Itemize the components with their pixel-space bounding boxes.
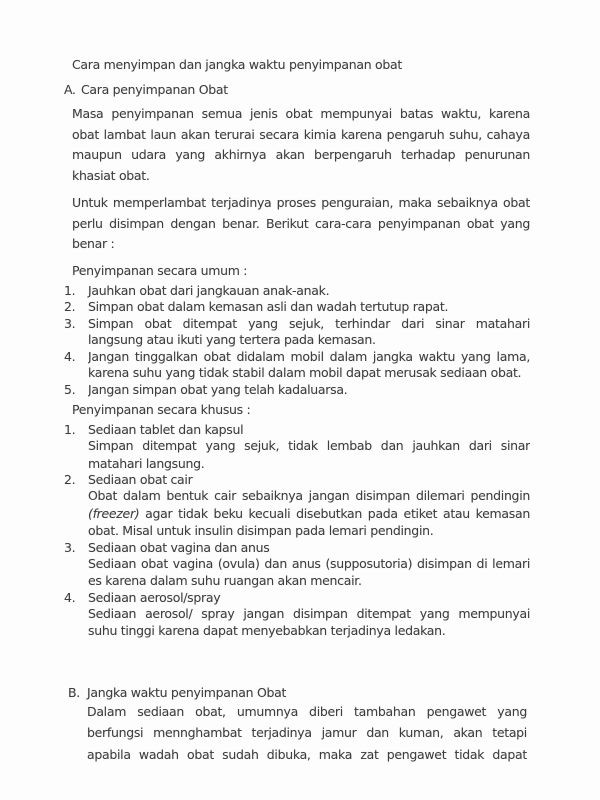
paragraph-preservative [87, 701, 527, 766]
item-line: Simpan obat dalam kemasan asli dan wadah tertutup rapat. [88, 299, 449, 314]
item-line: Simpan obat ditempat yang sejuk, terhindar dari sinar matahari [88, 315, 530, 331]
item-line: Jangan simpan obat yang telah kadaluarsa. [88, 381, 348, 397]
item-line: Jauhkan obat dari jangkauan anak-anak. [88, 282, 330, 298]
section-b-label: B. [68, 684, 80, 700]
item-content [88, 590, 530, 640]
item-text [88, 283, 530, 300]
item-title: Sediaan tablet dan kapsul [88, 422, 244, 437]
freezer-italic-text: (freezer) [88, 505, 140, 521]
item-title: Sediaan obat vagina dan anus [88, 539, 270, 555]
item-line: obat. Misal untuk insulin disimpan pada lemari pendingin. [88, 523, 434, 538]
paragraph-line: maupun udara yang akhirnya akan berpengaruh terhadap penurunan [72, 147, 530, 162]
paragraph-line: Untuk memperlambat terjadinya proses penguraian, maka sebaiknya obat [72, 195, 530, 210]
item-line: Simpan ditempat yang sejuk, tidak lembab dan jauhkan dari sinar [88, 438, 530, 453]
item-line: langsung atau ikuti yang tertera pada kemasan. [88, 332, 376, 347]
item-number: 1. [64, 282, 76, 298]
paragraph-slow-decomposition [72, 193, 530, 255]
item-number: 1. [64, 422, 76, 437]
item-body [88, 487, 530, 540]
item-line: karena suhu yang tidak stabil dalam mobil dapat merusak sediaan obat. [88, 365, 522, 380]
item-line: suhu tinggi karena dapat menyebabkan terjadinya ledakan. [88, 623, 446, 638]
list-item [64, 349, 530, 382]
item-number: 3. [64, 539, 76, 555]
item-text [88, 299, 530, 316]
document-title: Cara menyimpan dan jangka waktu penyimpanan obat [72, 57, 402, 72]
paragraph-line: obat lambat laun akan terurai secara kimia karena pengaruh suhu, cahaya [72, 126, 530, 142]
item-content [88, 540, 530, 590]
paragraph-line: khasiat obat. [72, 167, 150, 183]
item-number: 5. [64, 381, 76, 397]
paragraph-line: apabila wadah obat sudah dibuka, maka zat pengawet tidak dapat [87, 746, 527, 762]
item-number: 3. [64, 315, 76, 331]
list-item [64, 316, 530, 349]
item-line: Obat dalam bentuk cair sebaiknya jangan disimpan dilemari pendingin [88, 488, 530, 503]
item-title: Sediaan obat cair [88, 472, 193, 487]
item-number: 4. [64, 348, 76, 364]
list-item [64, 283, 530, 300]
section-b-heading: Jangka waktu penyimpanan Obat [87, 684, 287, 700]
special-storage-list [64, 422, 530, 640]
item-text [88, 382, 530, 399]
section-a-label: A. [64, 82, 76, 97]
paragraph-storage-intro [72, 104, 530, 186]
list-item [64, 382, 530, 399]
item-line: matahari langsung. [88, 455, 205, 471]
general-storage-list [64, 283, 530, 399]
list-item [64, 299, 530, 316]
section-a-heading-row [64, 80, 530, 100]
item-body [88, 437, 530, 472]
item-body [88, 555, 530, 590]
section-b-heading-row [68, 685, 530, 701]
item-content [88, 422, 530, 472]
paragraph-line: Dalam sediaan obat, umumnya diberi tambahan pengawet yang [87, 703, 527, 719]
item-number: 2. [64, 299, 76, 314]
section-b [68, 685, 530, 766]
item-line: Sediaan aerosol/ spray jangan disimpan ditempat yang mempunyai [88, 605, 530, 621]
item-number: 4. [64, 589, 76, 605]
item-content [88, 472, 530, 540]
paragraph-line: perlu disimpan dengan benar. Berikut cara-cara penyimpanan obat yang [72, 215, 530, 231]
item-line: Jangan tinggalkan obat didalam mobil dalam jangka waktu yang lama, [88, 348, 530, 364]
special-storage-subheading: Penyimpanan secara khusus : [72, 402, 251, 417]
list-item [64, 540, 530, 590]
item-number: 2. [64, 472, 76, 487]
item-line-rest: agar tidak beku kecuali disebutkan pada etiket atau kemasan [139, 505, 530, 521]
item-text [88, 349, 530, 382]
item-line: Sediaan obat vagina (ovula) dan anus (supposutoria) disimpan di lemari [88, 555, 530, 571]
item-body [88, 605, 530, 640]
general-storage-subheading: Penyimpanan secara umum : [72, 262, 248, 278]
list-item [64, 472, 530, 540]
paragraph-line: berfungsi mennghambat terjadinya jamur dan kuman, akan tetapi [87, 725, 527, 740]
list-item [64, 422, 530, 472]
item-line [88, 505, 530, 523]
item-text [88, 316, 530, 349]
paragraph-line: Masa penyimpanan semua jenis obat mempunyai batas waktu, karena [72, 106, 530, 121]
section-a-heading: Cara penyimpanan Obat [81, 82, 228, 97]
item-line: es karena dalam suhu ruangan akan mencair. [88, 573, 362, 588]
item-title: Sediaan aerosol/spray [88, 589, 221, 605]
paragraph-line: benar : [72, 236, 115, 251]
list-item [64, 590, 530, 640]
